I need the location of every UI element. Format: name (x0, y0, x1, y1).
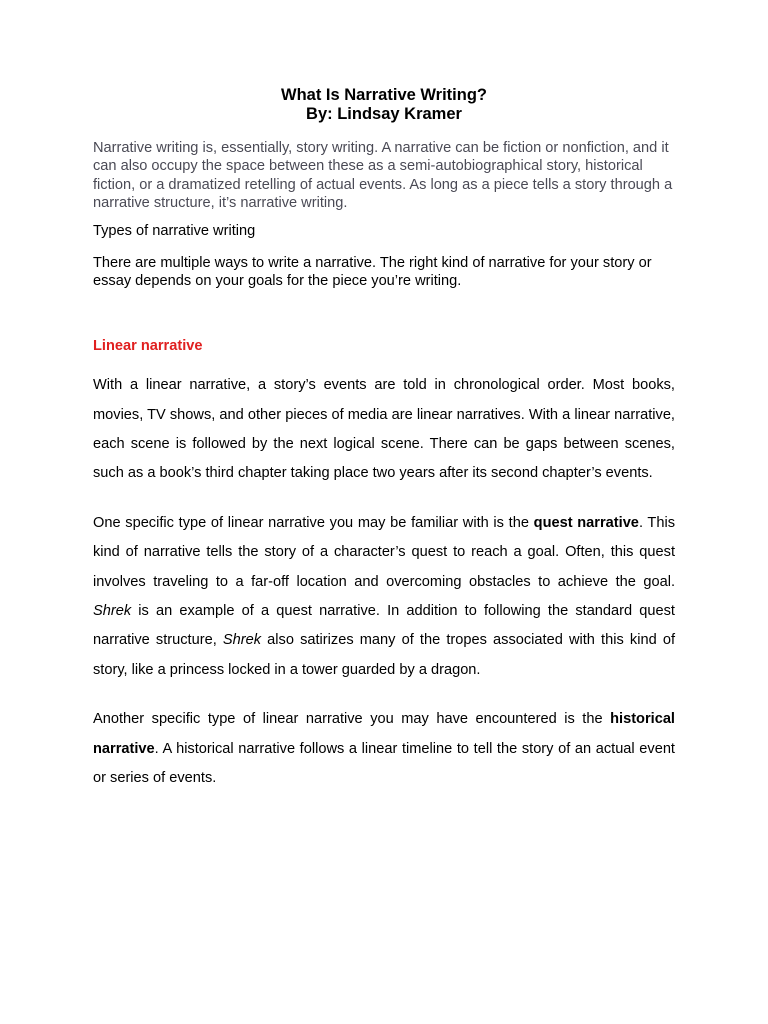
historical-narrative-paragraph (93, 705, 675, 793)
intro-paragraph: Narrative writing is, essentially, story writing. A narrative can be fiction or nonfiction, and it can also occupy the space between these as a semi-autobiographical story, historical fiction, or a dramatized retelling of actual events. As long as a piece tells a story through a narrative structure, it’s narrative writing. (93, 140, 673, 211)
term-quest-narrative: quest narrative (533, 514, 639, 531)
text-run: . A historical narrative follows a linear timeline to tell the story of an actual event or series of events. (93, 740, 675, 787)
document-title (93, 86, 675, 124)
text-run: One specific type of linear narrative you may be familiar with is the (93, 514, 534, 531)
title-author-line: By: Lindsay Kramer (306, 105, 462, 123)
linear-narrative-paragraph: With a linear narrative, a story’s events are told in chronological order. Most books, movies, TV shows, and other pieces of media are linear narratives. With a linear narrative, each scene is followed by the next logical scene. There can be gaps between scenes, such as a book’s third chapter taking place two years after its second chapter’s events. (93, 377, 675, 482)
text-run: also satirizes many of the tropes associated with this kind of story, like a princess locked in a tower guarded by a dragon. (93, 632, 675, 678)
text-run: Another specific type of linear narrative you may have encountered is the (93, 711, 611, 728)
types-heading: Types of narrative writing (93, 223, 256, 240)
types-paragraph: There are multiple ways to write a narrative. The right kind of narrative for your story or essay depends on your goals for the piece you’re writing. (93, 255, 652, 289)
quest-narrative-paragraph (93, 509, 675, 685)
title-line-1: What Is Narrative Writing? (281, 86, 487, 104)
text-run: . This kind of narrative tells the story of a character’s quest to reach a goal. Often, this quest involves traveling to a far-off location and overcoming obstacles to achieve the goal. (93, 514, 675, 590)
title-shrek: Shrek (222, 632, 262, 649)
section-heading-linear-narrative: Linear narrative (93, 338, 203, 355)
title-shrek: Shrek (93, 603, 132, 620)
text-run: is an example of a quest narrative. In addition to following the standard quest narrative structure, (93, 603, 675, 649)
term-historical-narrative: historical narrative (93, 711, 675, 757)
